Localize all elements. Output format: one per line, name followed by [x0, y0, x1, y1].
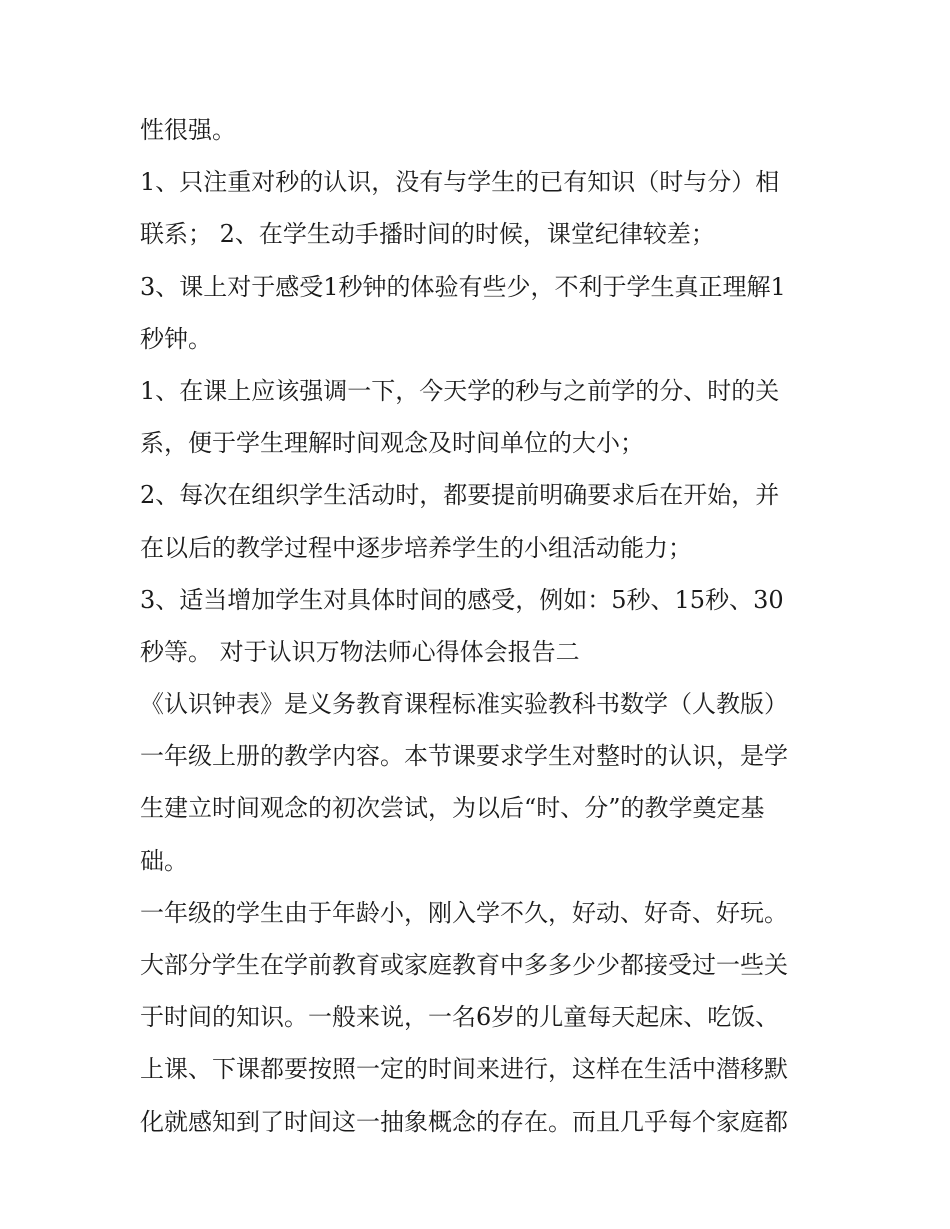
text-line: 秒等。 对于认识万物法师心得体会报告二 — [140, 637, 580, 666]
text-line: 于时间的知识。一般来说，一名6岁的儿童每天起床、吃饭、 — [140, 1003, 780, 1032]
text-line: 大部分学生在学前教育或家庭教育中多多少少都接受过一些关 — [140, 951, 788, 979]
text-line: 础。 — [140, 846, 188, 875]
text-line: 1、在课上应该强调一下，今天学的秒与之前学的分、时的关 — [140, 376, 780, 405]
text-line: 在以后的教学过程中逐步培养学生的小组活动能力； — [140, 533, 692, 562]
text-line: 性很强。 — [140, 116, 236, 144]
text-line: 系，便于学生理解时间观念及时间单位的大小； — [140, 429, 644, 458]
text-line: 2、每次在组织学生活动时，都要提前明确要求后在开始，并 — [140, 481, 780, 510]
text-line: 联系； 2、在学生动手播时间的时候，课堂纪律较差； — [140, 220, 715, 249]
text-line: 一年级的学生由于年龄小，刚入学不久，好动、好奇、好玩。 — [140, 898, 788, 927]
document-page — [140, 104, 830, 1148]
text-line: 3、课上对于感受1秒钟的体验有些少，不利于学生真正理解1 — [140, 272, 786, 301]
text-line: 上课、下课都要按照一定的时间来进行，这样在生活中潜移默 — [140, 1055, 788, 1084]
text-line: 一年级上册的教学内容。本节课要求学生对整时的认识，是学 — [140, 742, 788, 771]
text-line: 3、适当增加学生对具体时间的感受，例如：5秒、15秒、30 — [140, 585, 784, 614]
text-line: 1、只注重对秒的认识，没有与学生的已有知识（时与分）相 — [140, 168, 780, 197]
text-line: 秒钟。 — [140, 324, 212, 353]
text-line: 化就感知到了时间这一抽象概念的存在。而且几乎每个家庭都 — [140, 1107, 788, 1136]
text-line: 生建立时间观念的初次尝试，为以后“时、分”的教学奠定基 — [140, 794, 765, 823]
text-line: 《认识钟表》是义务教育课程标准实验教科书数学（人教版） — [140, 690, 788, 719]
